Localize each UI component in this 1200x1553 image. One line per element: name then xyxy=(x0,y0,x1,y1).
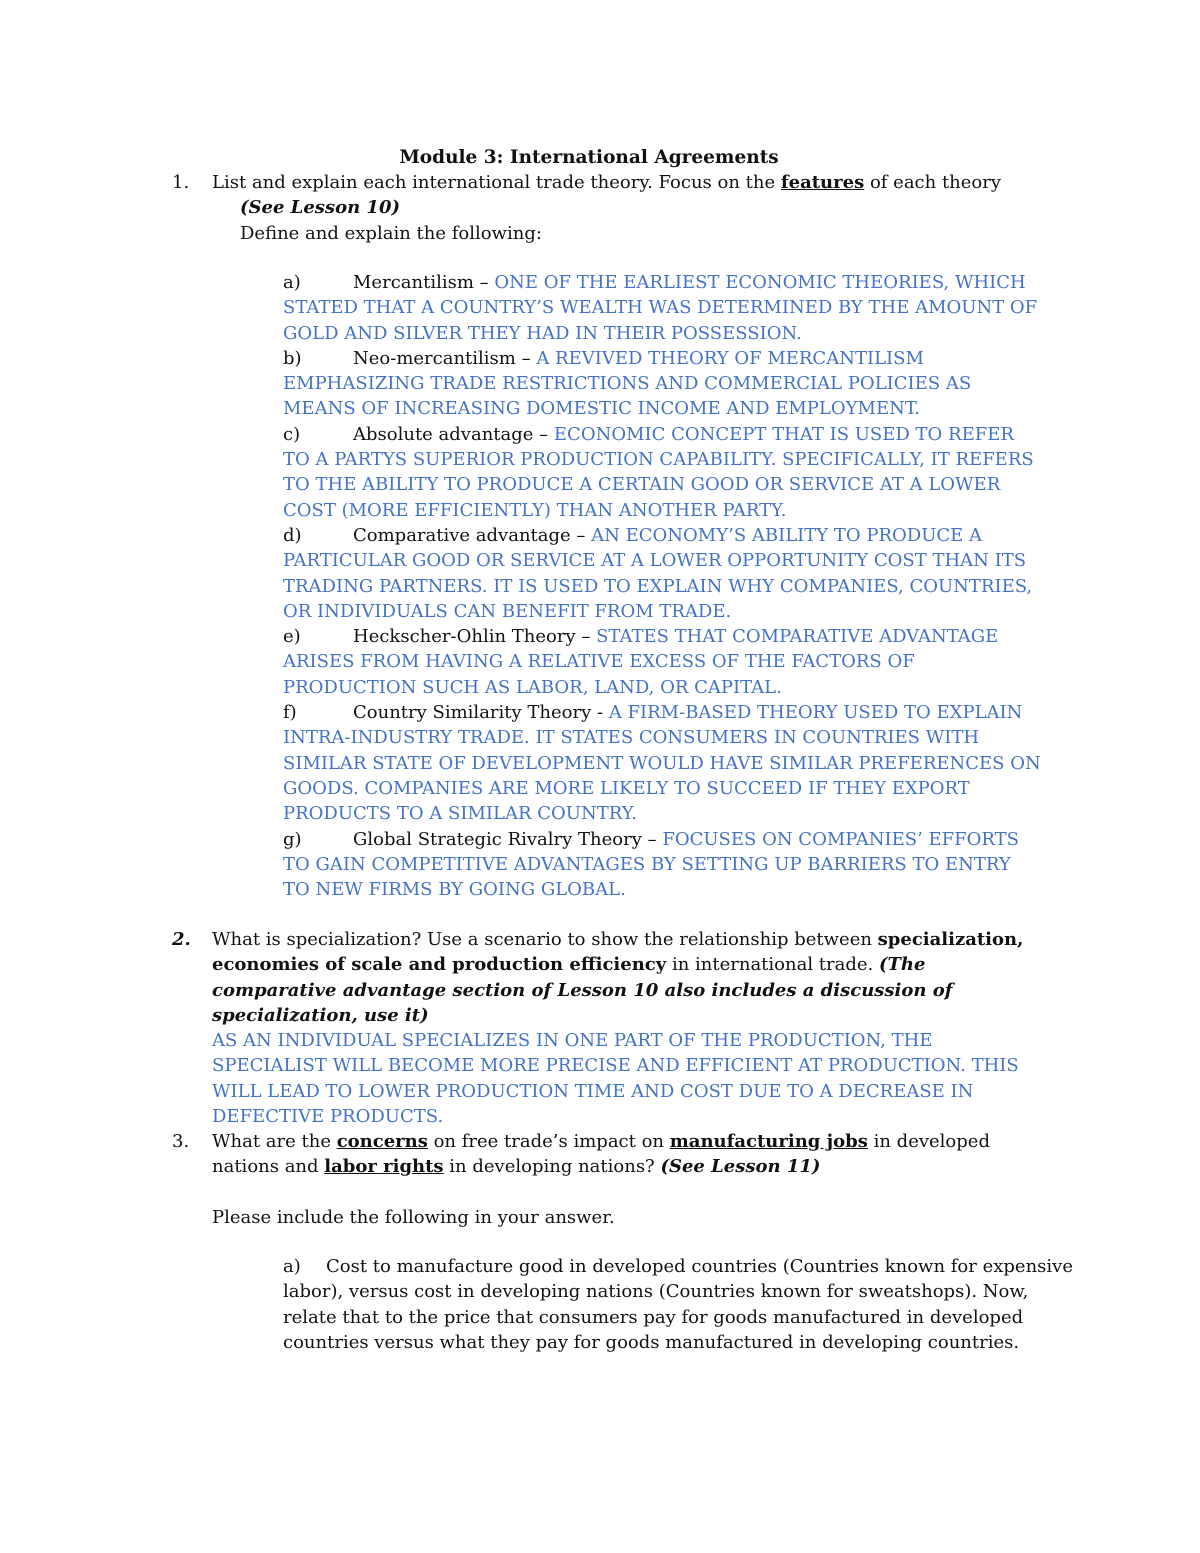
list-item xyxy=(283,1254,1073,1355)
question-text: in international trade. xyxy=(666,954,879,976)
underlined-term: features xyxy=(780,172,865,193)
underlined-term: concerns xyxy=(336,1131,428,1152)
question-text: What is specialization? Use a scenario to show the relationship between xyxy=(212,929,878,950)
instruction-text: Please include the following in your answer. xyxy=(212,1206,615,1228)
item-term: Heckscher-Ohlin Theory – xyxy=(353,626,591,648)
item-letter: a) xyxy=(283,272,301,293)
question-text: List and explain each international trade theory. Focus on the xyxy=(212,172,781,193)
item-letter: c) xyxy=(283,423,301,445)
item-letter: d) xyxy=(283,524,302,546)
question-2-text xyxy=(212,927,1052,1028)
question-text: What are the xyxy=(212,1131,337,1152)
list-item xyxy=(283,346,1043,422)
instruction-text: Define and explain the following: xyxy=(240,222,542,244)
question-3-item xyxy=(283,1254,1073,1355)
item-answer: STATES THAT COMPARATIVE ADVANTAGE ARISES FROM HAVING A RELATIVE EXCESS OF THE FACTORS OF PRODUCTION SUCH AS LABOR, LAND, OR CAPITAL. xyxy=(283,626,999,698)
item-letter: g) xyxy=(283,828,302,850)
item-letter: e) xyxy=(283,626,301,648)
bold-term: specialization, economies of scale and production efficiency xyxy=(212,929,1024,976)
lesson-reference: (The comparative advantage section of Lesson 10 also includes a discussion of specialization, use it) xyxy=(212,954,953,1026)
item-letter: a) xyxy=(283,1256,301,1277)
question-text: in developed nations and xyxy=(212,1131,990,1178)
item-answer: ONE OF THE EARLIEST ECONOMIC THEORIES, WHICH STATED THAT A COUNTRY’S WEALTH WAS DETERMINED BY THE AMOUNT OF GOLD AND SILVER THEY HAD IN THEIR POSSESSION. xyxy=(283,272,1038,344)
question-3-text xyxy=(212,1129,1052,1180)
item-term: Absolute advantage – xyxy=(353,423,549,445)
item-letter: f) xyxy=(283,702,297,724)
item-answer: FOCUSES ON COMPANIES’ EFFORTS TO GAIN COMPETITIVE ADVANTAGES BY SETTING UP BARRIERS TO ENTRY TO NEW FIRMS BY GOING GLOBAL. xyxy=(283,828,1019,901)
theory-list xyxy=(283,270,1043,902)
item-term: Global Strategic Rivalry Theory – xyxy=(353,828,657,850)
item-term: Neo-mercantilism – xyxy=(353,347,531,369)
list-item xyxy=(283,422,1043,523)
document-title: Module 3: International Agreements xyxy=(399,147,779,168)
list-item xyxy=(283,827,1043,903)
question-number: 1. xyxy=(172,172,190,193)
question-text: on free trade’s impact on xyxy=(427,1131,670,1152)
list-item xyxy=(283,523,1043,624)
item-term: Country Similarity Theory - xyxy=(353,702,604,724)
underlined-term: labor rights xyxy=(324,1156,444,1178)
item-term: Mercantilism – xyxy=(353,272,489,293)
list-item xyxy=(283,270,1043,346)
underlined-term: manufacturing jobs xyxy=(669,1131,868,1152)
item-answer: ECONOMIC CONCEPT THAT IS USED TO REFER TO A PARTYS SUPERIOR PRODUCTION CAPABILITY. SPECIFICALLY, IT REFERS TO THE ABILITY TO PRODUCE A CERTAIN GOOD OR SERVICE AT A LOWER COST (MORE EFFICIENTLY) THAN ANOTHER PARTY. xyxy=(283,423,1034,521)
question-1 xyxy=(212,170,1052,246)
answer-text: AS AN INDIVIDUAL SPECIALIZES IN ONE PART OF THE PRODUCTION, THE SPECIALIST WILL BECOME MORE PRECISE AND EFFICIENT AT PRODUCTION. THIS WILL LEAD TO LOWER PRODUCTION TIME AND COST DUE TO A DECREASE IN DEFECTIVE PRODUCTS. xyxy=(212,1030,1019,1128)
question-number: 3. xyxy=(172,1131,190,1152)
item-answer: A REVIVED THEORY OF MERCANTILISM EMPHASIZING TRADE RESTRICTIONS AND COMMERCIAL POLICIES AS MEANS OF INCREASING DOMESTIC INCOME AND EMPLOYMENT. xyxy=(283,347,972,420)
lesson-reference: (See Lesson 11) xyxy=(660,1156,821,1178)
list-item xyxy=(283,700,1043,826)
question-3 xyxy=(212,1129,1052,1230)
lesson-reference: (See Lesson 10) xyxy=(240,197,400,219)
question-1-text xyxy=(212,170,1052,195)
question-text: of each theory xyxy=(864,172,1002,193)
item-answer: A FIRM-BASED THEORY USED TO EXPLAIN INTRA-INDUSTRY TRADE. IT STATES CONSUMERS IN COUNTRIES WITH SIMILAR STATE OF DEVELOPMENT WOULD HAVE SIMILAR PREFERENCES ON GOODS. COMPANIES ARE MORE LIKELY TO SUCCEED IF THEY EXPORT PRODUCTS TO A SIMILAR COUNTRY. xyxy=(283,702,1041,825)
item-term: Comparative advantage – xyxy=(353,524,586,546)
item-text: Cost to manufacture good in developed countries (Countries known for expensive labor), versus cost in developing nations (Countries known for sweatshops). Now, relate that to the price that consumers pay for goods manufactured in developed countries versus what they pay for goods manufactured in developing countries. xyxy=(283,1256,1073,1353)
item-answer: AN ECONOMY’S ABILITY TO PRODUCE A PARTICULAR GOOD OR SERVICE AT A LOWER OPPORTUNITY COST THAN ITS TRADING PARTNERS. IT IS USED TO EXPLAIN WHY COMPANIES, COUNTRIES, OR INDIVIDUALS CAN BENEFIT FROM TRADE. xyxy=(283,524,1033,622)
question-number: 2. xyxy=(172,929,191,950)
question-2 xyxy=(212,927,1052,1129)
list-item xyxy=(283,624,1043,700)
question-text: in developing nations? xyxy=(443,1156,661,1178)
item-letter: b) xyxy=(283,347,302,369)
